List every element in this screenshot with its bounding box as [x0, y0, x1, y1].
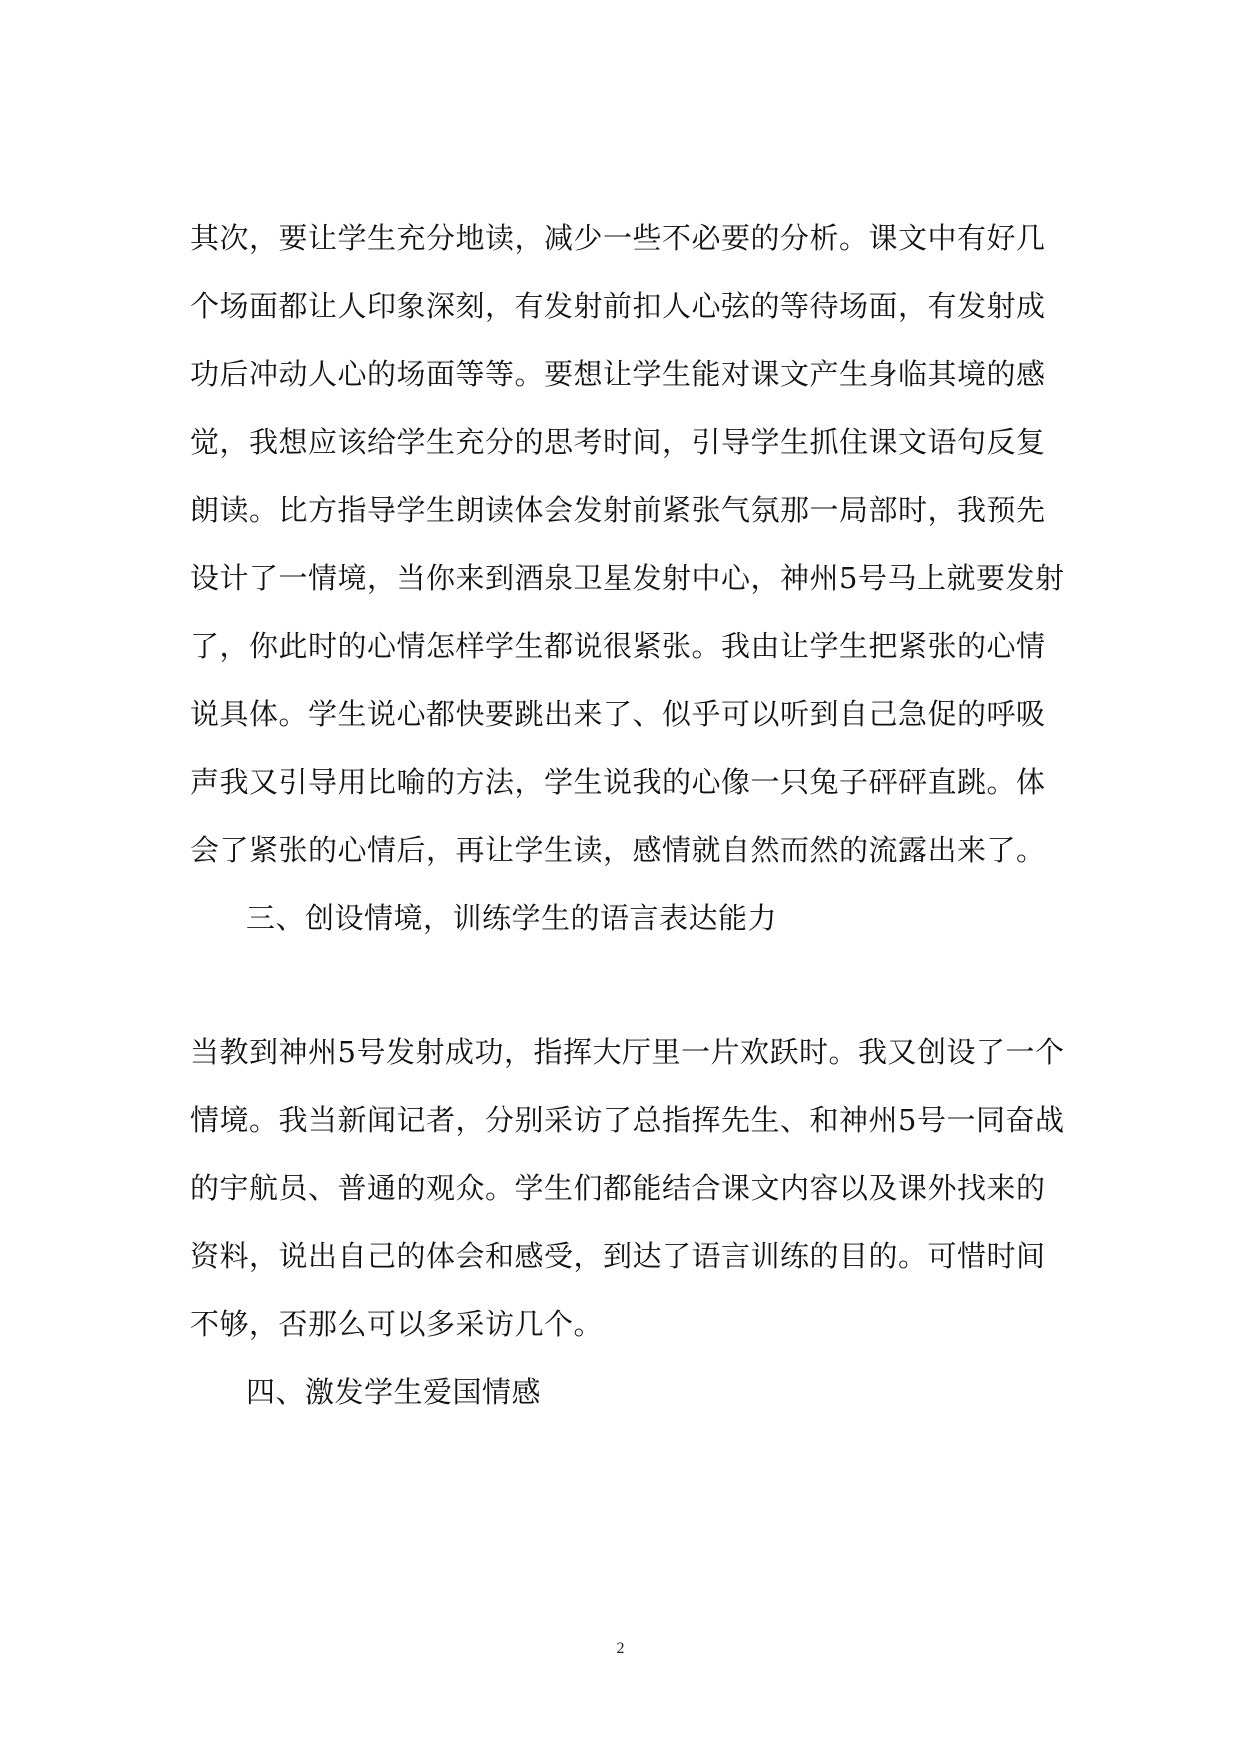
paragraph-2-line: 情境。我当新闻记者，分别采访了总指挥先生、和神州5号一同奋战 — [190, 1103, 1065, 1137]
paragraph-1-line: 设计了一情境，当你来到酒泉卫星发射中心，神州5号马上就要发射 — [190, 561, 1065, 595]
paragraph-1-line: 了，你此时的心情怎样学生都说很紧张。我由让学生把紧张的心情 — [190, 629, 1046, 663]
paragraph-2-line: 的宇航员、普通的观众。学生们都能结合课文内容以及课外找来的 — [190, 1171, 1046, 1205]
paragraph-1-line: 会了紧张的心情后，再让学生读，感情就自然而然的流露出来了。 — [190, 833, 1046, 867]
paragraph-1-line: 声我又引导用比喻的方法，学生说我的心像一只兔子砰砰直跳。体 — [190, 765, 1046, 799]
paragraph-2-line: 不够，否那么可以多采访几个。 — [190, 1307, 604, 1341]
paragraph-1-line: 个场面都让人印象深刻，有发射前扣人心弦的等待场面，有发射成 — [190, 289, 1046, 323]
page-number: 2 — [616, 1640, 625, 1657]
paragraph-1-line: 功后冲动人心的场面等等。要想让学生能对课文产生身临其境的感 — [190, 357, 1046, 391]
section-heading-4: 四、激发学生爱国情感 — [246, 1375, 542, 1409]
paragraph-1-line: 其次，要让学生充分地读，减少一些不必要的分析。课文中有好几 — [190, 221, 1046, 255]
paragraph-2-line: 当教到神州5号发射成功，指挥大厅里一片欢跃时。我又创设了一个 — [190, 1035, 1065, 1069]
paragraph-1-line: 说具体。学生说心都快要跳出来了、似乎可以听到自己急促的呼吸 — [190, 697, 1046, 731]
paragraph-1-line: 觉，我想应该给学生充分的思考时间，引导学生抓住课文语句反复 — [190, 425, 1046, 459]
paragraph-1-line: 朗读。比方指导学生朗读体会发射前紧张气氛那一局部时，我预先 — [190, 493, 1046, 527]
paragraph-2-line: 资料，说出自己的体会和感受，到达了语言训练的目的。可惜时间 — [190, 1239, 1046, 1273]
section-heading-3: 三、创设情境，训练学生的语言表达能力 — [246, 901, 778, 935]
